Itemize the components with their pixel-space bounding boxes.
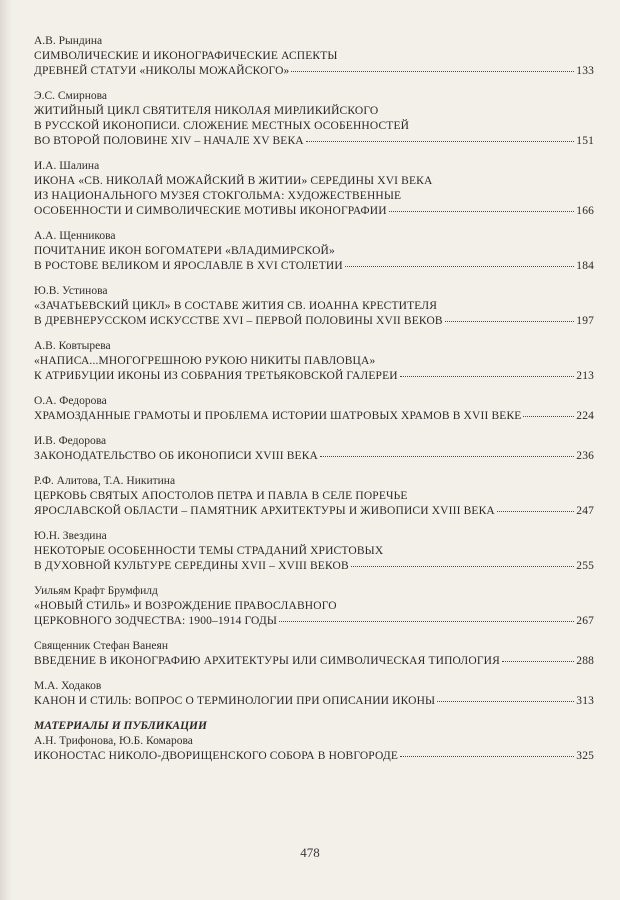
leader-dots [279,620,574,622]
entry-title-line: ЦЕРКОВЬ СВЯТЫХ АПОСТОЛОВ ПЕТРА И ПАВЛА В СЕЛЕ ПОРЕЧЬЕ [34,490,408,502]
entry-title-line [34,654,594,669]
entry-title-text: ИКОНОСТАС НИКОЛО-ДВОРИЩЕНСКОГО СОБОРА В НОВГОРОДЕ [34,750,399,762]
page-edge [0,0,12,900]
entry-title-line [34,204,594,219]
entry-page-number: 267 [576,615,594,627]
entry-page-number: 213 [576,370,594,382]
toc-entry [34,229,594,274]
entry-author: Ю.В. Устинова [34,285,108,297]
entry-title-line [34,614,594,629]
leader-dots [400,755,574,757]
entry-title-line: ЖИТИЙНЫЙ ЦИКЛ СВЯТИТЕЛЯ НИКОЛАЯ МИРЛИКИЙСКОГО [34,105,379,117]
entry-page-number: 313 [576,695,594,707]
leader-dots [351,565,575,567]
entry-title-text: ЗАКОНОДАТЕЛЬСТВО ОБ ИКОНОПИСИ XVIII ВЕКА [34,450,318,462]
leader-dots [291,70,574,72]
entry-title-line: ПОЧИТАНИЕ ИКОН БОГОМАТЕРИ «ВЛАДИМИРСКОЙ» [34,245,335,257]
toc-entry [34,679,594,709]
entry-author: О.А. Федорова [34,395,107,407]
leader-dots [497,510,574,512]
leader-dots [502,660,574,662]
entry-title-line: ИКОНА «СВ. НИКОЛАЙ МОЖАЙСКИЙ В ЖИТИИ» СЕРЕДИНЫ XVI ВЕКА [34,175,433,187]
leader-dots [523,415,574,417]
entry-page-number: 133 [576,65,594,77]
entry-page-number: 151 [576,135,594,147]
entry-author: Ю.Н. Звездина [34,530,107,542]
entry-title-line [34,409,594,424]
entry-title-line [34,694,594,709]
leader-dots [389,210,575,212]
entry-title-line [34,749,594,764]
toc-entry [34,734,594,764]
toc-entry [34,529,594,574]
entry-title-line [34,314,594,329]
entry-page-number: 166 [576,205,594,217]
leader-dots [320,455,574,457]
entry-title-line: «НАПИСА...МНОГОГРЕШНОЮ РУКОЮ НИКИТЫ ПАВЛОВЦА» [34,355,376,367]
entry-page-number: 255 [576,560,594,572]
entry-author: Р.Ф. Алитова, Т.А. Никитина [34,475,176,487]
toc-entry [34,394,594,424]
entry-author: Уильям Крафт Брумфилд [34,585,158,597]
entry-title-line: ИЗ НАЦИОНАЛЬНОГО МУЗЕЯ СТОКГОЛЬМА: ХУДОЖЕСТВЕННЫЕ [34,190,402,202]
entry-page-number: 288 [576,655,594,667]
leader-dots [306,140,575,142]
entry-page-number: 325 [576,750,594,762]
entry-title-text: ВО ВТОРОЙ ПОЛОВИНЕ XIV – НАЧАЛЕ XV ВЕКА [34,135,304,147]
entry-page-number: 224 [576,410,594,422]
leader-dots [437,700,574,702]
page-number: 478 [300,845,320,860]
entry-author: А.В. Рындина [34,35,103,47]
entry-title-text: ЦЕРКОВНОГО ЗОДЧЕСТВА: 1900–1914 ГОДЫ [34,615,278,627]
toc-entry [34,89,594,149]
entry-title-text: В ДРЕВНЕРУССКОМ ИСКУССТВЕ XVI – ПЕРВОЙ ПОЛОВИНЫ XVII ВЕКОВ [34,315,443,327]
toc-entry [34,434,594,464]
table-of-contents [34,34,594,774]
toc-entry [34,159,594,219]
entry-title-text: ХРАМОЗДАННЫЕ ГРАМОТЫ И ПРОБЛЕМА ИСТОРИИ ШАТРОВЫХ ХРАМОВ В XVII ВЕКЕ [34,410,522,422]
entry-title-line: СИМВОЛИЧЕСКИЕ И ИКОНОГРАФИЧЕСКИЕ АСПЕКТЫ [34,50,338,62]
toc-entry [34,339,594,384]
entry-author: Э.С. Смирнова [34,90,108,102]
entry-title-line: «ЗАЧАТЬЕВСКИЙ ЦИКЛ» В СОСТАВЕ ЖИТИЯ СВ. ИОАННА КРЕСТИТЕЛЯ [34,300,438,312]
leader-dots [445,320,575,322]
entry-author: Священник Стефан Ванеян [34,640,168,652]
entry-page-number: 236 [576,450,594,462]
leader-dots [345,265,574,267]
entry-author: А.Н. Трифонова, Ю.Б. Комарова [34,735,193,747]
entry-title-line [34,504,594,519]
entry-author: И.А. Шалина [34,160,100,172]
entry-title-line: «НОВЫЙ СТИЛЬ» И ВОЗРОЖДЕНИЕ ПРАВОСЛАВНОГО [34,600,337,612]
entry-title-text: ОСОБЕННОСТИ И СИМВОЛИЧЕСКИЕ МОТИВЫ ИКОНОГРАФИИ [34,205,387,217]
entry-author: М.А. Ходаков [34,680,102,692]
entry-title-line [34,449,594,464]
entry-author: И.В. Федорова [34,435,107,447]
toc-entry [34,474,594,519]
entry-title-line: НЕКОТОРЫЕ ОСОБЕННОСТИ ТЕМЫ СТРАДАНИЙ ХРИСТОВЫХ [34,545,384,557]
entry-title-text: ДРЕВНЕЙ СТАТУИ «НИКОЛЫ МОЖАЙСКОГО» [34,65,290,77]
toc-entry [34,34,594,79]
entry-title-text: К АТРИБУЦИИ ИКОНЫ ИЗ СОБРАНИЯ ТРЕТЬЯКОВСКОЙ ГАЛЕРЕИ [34,370,398,382]
entry-author: А.В. Ковтырева [34,340,111,352]
entry-title-line [34,259,594,274]
entry-title-text: ВВЕДЕНИЕ В ИКОНОГРАФИЮ АРХИТЕКТУРЫ ИЛИ СИМВОЛИЧЕСКАЯ ТИПОЛОГИЯ [34,655,500,667]
entry-page-number: 247 [576,505,594,517]
entry-title-text: ЯРОСЛАВСКОЙ ОБЛАСТИ – ПАМЯТНИК АРХИТЕКТУРЫ И ЖИВОПИСИ XVIII ВЕКА [34,505,495,517]
entry-title-text: В ДУХОВНОЙ КУЛЬТУРЕ СЕРЕДИНЫ XVII – XVIII ВЕКОВ [34,560,349,572]
entry-title-text: В РОСТОВЕ ВЕЛИКОМ И ЯРОСЛАВЛЕ В XVI СТОЛЕТИИ [34,260,343,272]
entry-author: А.А. Щенникова [34,230,116,242]
entry-title-line [34,64,594,79]
section-heading: МАТЕРИАЛЫ И ПУБЛИКАЦИИ [34,720,207,732]
leader-dots [400,375,575,377]
entry-title-text: КАНОН И СТИЛЬ: ВОПРОС О ТЕРМИНОЛОГИИ ПРИ ОПИСАНИИ ИКОНЫ [34,695,436,707]
entry-title-line [34,134,594,149]
entry-title-line [34,369,594,384]
entry-page-number: 184 [576,260,594,272]
toc-entry [34,639,594,669]
toc-entry [34,584,594,629]
entry-title-line: В РУССКОЙ ИКОНОПИСИ. СЛОЖЕНИЕ МЕСТНЫХ ОСОБЕННОСТЕЙ [34,120,410,132]
toc-entry [34,284,594,329]
entry-title-line [34,559,594,574]
entry-page-number: 197 [576,315,594,327]
